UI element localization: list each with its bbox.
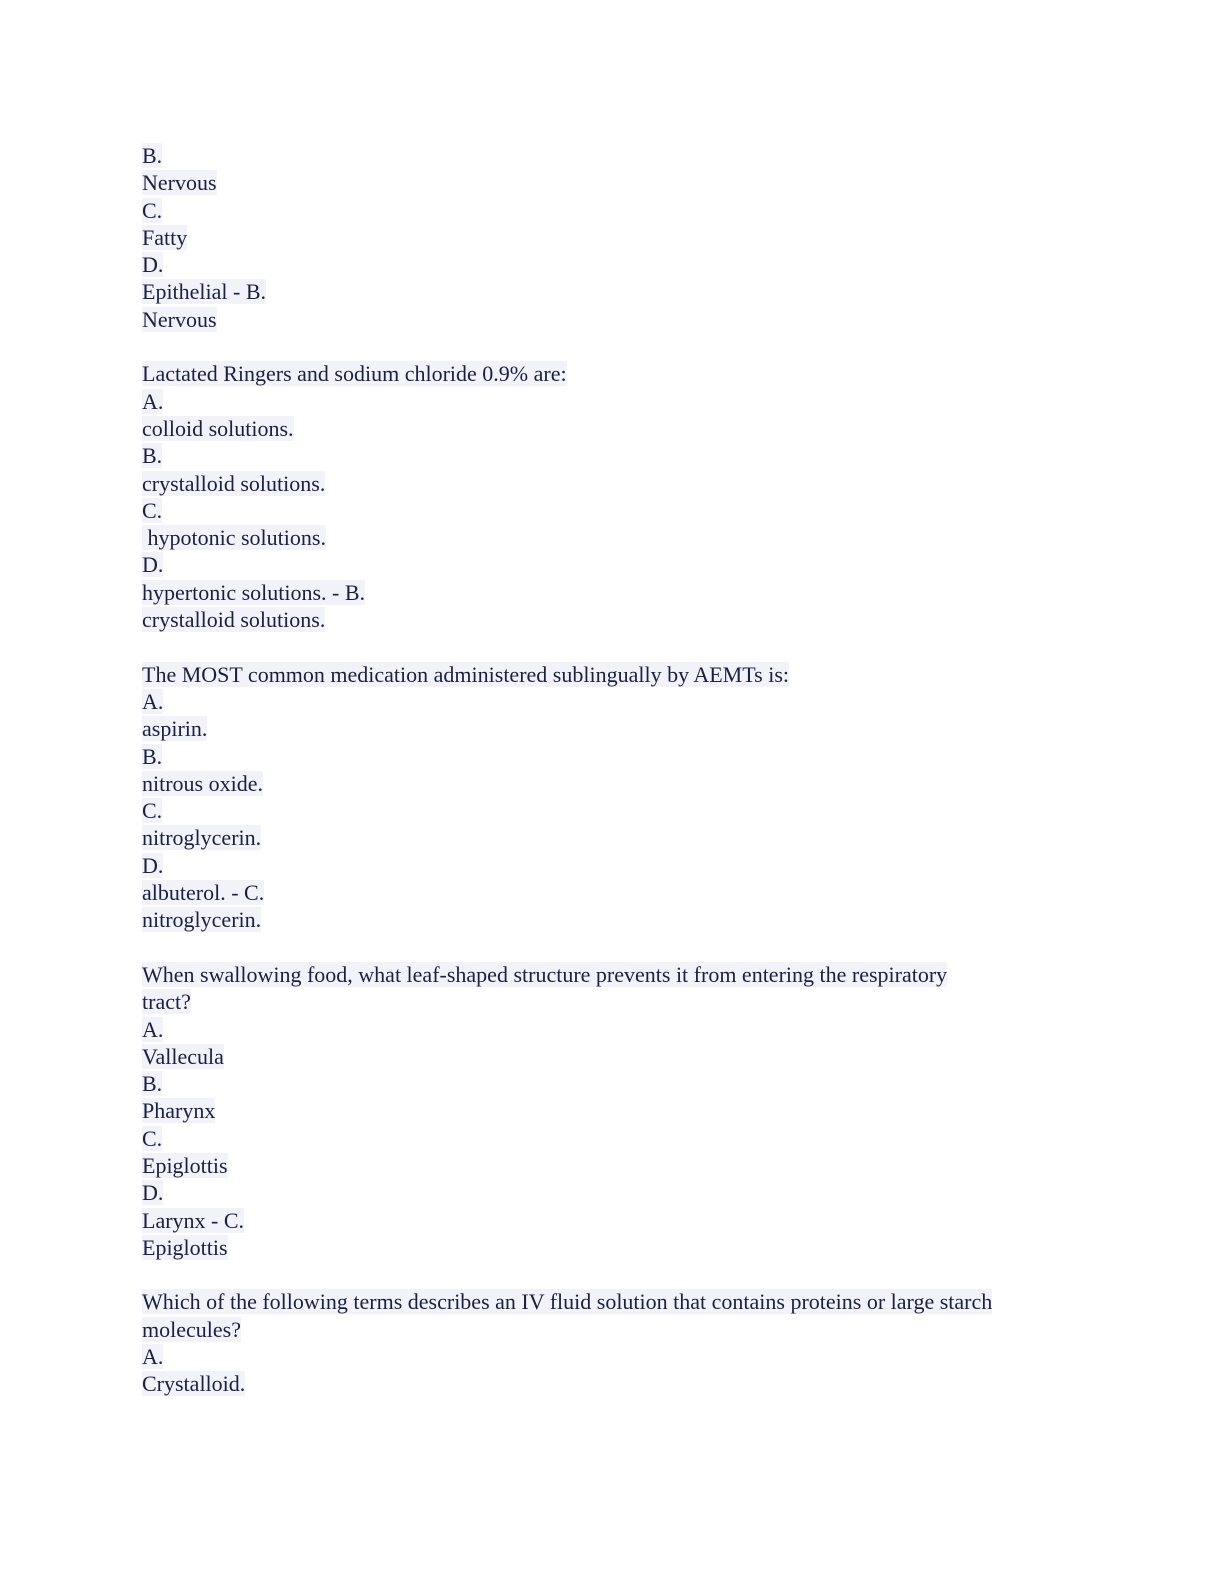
answer-text: nitroglycerin. [142, 907, 262, 933]
question-text: The MOST common medication administered sublingually by AEMTs is: [142, 661, 789, 687]
option-text: Vallecula [142, 1043, 224, 1069]
option-text: crystalloid solutions. [142, 470, 326, 496]
option-text: Crystalloid. [142, 1371, 246, 1397]
option-letter: A. [142, 1344, 164, 1370]
option-text: colloid solutions. [142, 415, 294, 441]
question-block-sublingual [142, 661, 1082, 934]
option-text: Pharynx [142, 1098, 216, 1124]
option-text: Fatty [142, 224, 188, 250]
option-letter: B. [142, 1071, 163, 1097]
question-block-nervous-continued [142, 142, 1082, 333]
option-text-with-answer: albuterol. - C. [142, 880, 265, 906]
option-letter: A. [142, 1016, 164, 1042]
option-text-with-answer: hypertonic solutions. - B. [142, 579, 366, 605]
question-text: When swallowing food, what leaf-shaped structure prevents it from entering the respiratory [142, 961, 948, 987]
option-letter: A. [142, 388, 164, 414]
option-text: nitrous oxide. [142, 770, 263, 796]
option-letter: C. [142, 798, 163, 824]
option-letter: D. [142, 252, 164, 278]
option-text: hypotonic solutions. [142, 525, 326, 551]
option-letter: B. [142, 743, 163, 769]
option-letter: C. [142, 1125, 163, 1151]
option-letter: A. [142, 688, 164, 714]
option-letter: C. [142, 197, 163, 223]
question-text: Which of the following terms describes an IV fluid solution that contains proteins or large starch [142, 1289, 993, 1315]
question-block-iv-fluid [142, 1288, 1082, 1397]
answer-text: crystalloid solutions. [142, 607, 326, 633]
option-text: Nervous [142, 170, 217, 196]
option-text: nitroglycerin. [142, 825, 262, 851]
document-page [142, 142, 1082, 1398]
option-text-with-answer: Epithelial - B. [142, 279, 267, 305]
option-letter: D. [142, 852, 164, 878]
option-text: Epiglottis [142, 1152, 228, 1178]
question-text: Lactated Ringers and sodium chloride 0.9% are: [142, 361, 567, 387]
answer-text: Nervous [142, 306, 217, 332]
question-block-swallowing [142, 961, 1082, 1261]
option-text-with-answer: Larynx - C. [142, 1207, 245, 1233]
question-text-continued: tract? [142, 989, 191, 1015]
question-block-lactated-ringers [142, 360, 1082, 633]
option-letter: D. [142, 1180, 164, 1206]
answer-text: Epiglottis [142, 1234, 228, 1260]
option-letter: D. [142, 552, 164, 578]
option-letter: B. [142, 143, 163, 168]
question-text-continued: molecules? [142, 1316, 241, 1342]
option-text: aspirin. [142, 716, 208, 742]
option-letter: B. [142, 443, 163, 469]
option-letter: C. [142, 497, 163, 523]
